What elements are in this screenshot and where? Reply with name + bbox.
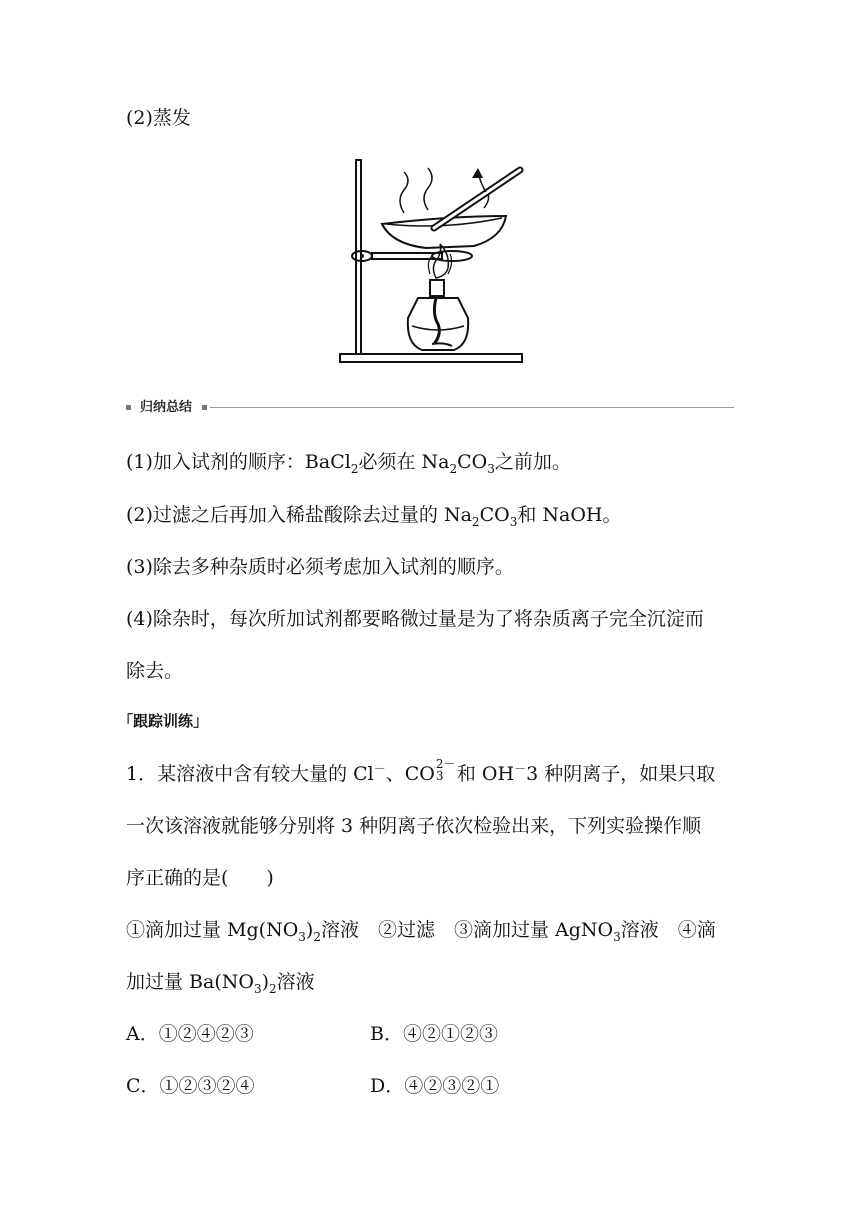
option-a: A．①②④②③ (126, 1023, 254, 1045)
steps-line-1: ①滴加过量 $Mg(NO_3)_2$溶液 ②过滤 ③滴加过量 AgNO$_3$溶液 ④滴 (126, 919, 716, 944)
question-line-1: 1．某溶液中含有较大量的 Cl－、CO 2－ 3 和 OH－3 种阴离子，如果只取 (126, 757, 716, 785)
summary-item-2: (2)过滤之后再加入稀盐酸除去过量的 $Na_2CO_3$和 NaOH。 (126, 504, 622, 529)
summary-item-3: (3)除去多种杂质时必须考虑加入试剂的顺序。 (126, 556, 514, 578)
question-line-2: 一次该溶液就能够分别将 3 种阴离子依次检验出来，下列实验操作顺 (126, 815, 702, 837)
evaporation-apparatus-figure (334, 158, 526, 368)
tracking-header: 「跟踪训练」 (118, 712, 209, 730)
square-marker-icon (126, 405, 131, 410)
question-line-3: 序正确的是( ) (126, 867, 274, 889)
summary-header (126, 398, 734, 418)
summary-item-1: (1)加入试剂的顺序：BaCl$_2$必须在 $Na_2CO_3$之前加。 (126, 451, 571, 476)
carbonate-charge-script: 2－ 3 (435, 757, 456, 783)
summary-label: 归纳总结 (140, 400, 193, 415)
summary-item-4-line-1: (4)除杂时，每次所加试剂都要略微过量是为了将杂质离子完全沉淀而 (126, 608, 704, 630)
divider (210, 407, 734, 408)
option-b: B．④②①②③ (370, 1023, 498, 1045)
section-heading: (2)蒸发 (126, 107, 191, 129)
option-d: D．④②③②① (370, 1075, 500, 1097)
option-c: C．①②③②④ (126, 1075, 255, 1097)
square-marker-icon (202, 405, 207, 410)
steps-line-2: 加过量 $Ba(NO_3)_2$溶液 (126, 971, 315, 996)
summary-item-4-line-2: 除去。 (126, 660, 184, 682)
